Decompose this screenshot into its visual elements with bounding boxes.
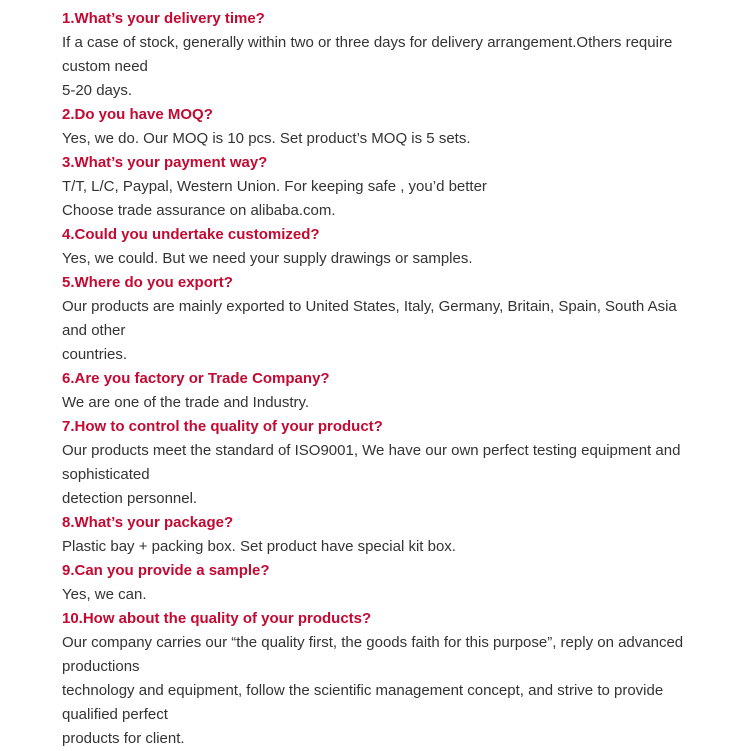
faq-item bbox=[62, 367, 705, 415]
faq-answer-line: countries. bbox=[62, 346, 128, 363]
faq-answer-line: Plastic bay + packing box. Set product have special kit box. bbox=[62, 538, 456, 555]
faq-item bbox=[62, 151, 705, 223]
faq-answer bbox=[62, 247, 705, 271]
faq-answer bbox=[62, 127, 705, 151]
faq-item bbox=[62, 511, 705, 559]
faq-answer-line: Yes, we could. But we need your supply drawings or samples. bbox=[62, 250, 473, 267]
faq-answer-line: products for client. bbox=[62, 730, 185, 747]
faq-answer bbox=[62, 31, 705, 103]
faq-answer-line: 5-20 days. bbox=[62, 82, 133, 99]
faq-answer-line: If a case of stock, generally within two or three days for delivery arrangement.Others require custom need bbox=[62, 34, 681, 75]
faq-item bbox=[62, 559, 705, 607]
faq-answer-line: Our products are mainly exported to United States, Italy, Germany, Britain, Spain, South Asia and other bbox=[62, 298, 681, 339]
faq-item bbox=[62, 271, 705, 367]
faq-item bbox=[62, 7, 705, 103]
faq-answer-line: detection personnel. bbox=[62, 490, 198, 507]
faq-answer-line: Choose trade assurance on alibaba.com. bbox=[62, 202, 336, 219]
faq-question: 5.Where do you export? bbox=[62, 274, 233, 291]
faq-question: 7.How to control the quality of your product? bbox=[62, 418, 383, 435]
faq-answer bbox=[62, 295, 705, 367]
faq-answer-line: technology and equipment, follow the scientific management concept, and strive to provide qualified perfect bbox=[62, 682, 668, 723]
faq-answer bbox=[62, 583, 705, 607]
faq-answer-line: Yes, we do. Our MOQ is 10 pcs. Set product’s MOQ is 5 sets. bbox=[62, 130, 471, 147]
faq-answer bbox=[62, 535, 705, 559]
faq-answer-line: We are one of the trade and Industry. bbox=[62, 394, 310, 411]
faq-answer bbox=[62, 391, 705, 415]
faq-question: 9.Can you provide a sample? bbox=[62, 562, 270, 579]
faq-question: 1.What’s your delivery time? bbox=[62, 10, 265, 27]
faq-answer-line: Our company carries our “the quality first, the goods faith for this purpose”, reply on advanced productions bbox=[62, 634, 688, 675]
faq-item bbox=[62, 223, 705, 271]
faq-item bbox=[62, 415, 705, 511]
faq-question: 8.What’s your package? bbox=[62, 514, 234, 531]
faq-answer bbox=[62, 439, 705, 511]
faq-question: 3.What’s your payment way? bbox=[62, 154, 268, 171]
faq-question: 6.Are you factory or Trade Company? bbox=[62, 370, 330, 387]
faq-answer bbox=[62, 631, 705, 751]
faq-answer-line: T/T, L/C, Paypal, Western Union. For keeping safe , you’d better bbox=[62, 178, 487, 195]
faq-answer-line: Yes, we can. bbox=[62, 586, 147, 603]
faq-question: 10.How about the quality of your products? bbox=[62, 610, 372, 627]
faq-answer bbox=[62, 175, 705, 223]
faq-question: 4.Could you undertake customized? bbox=[62, 226, 320, 243]
faq-question: 2.Do you have MOQ? bbox=[62, 106, 213, 123]
faq-item bbox=[62, 607, 705, 751]
faq-item bbox=[62, 103, 705, 151]
faq-answer-line: Our products meet the standard of ISO9001, We have our own perfect testing equipment and sophisticated bbox=[62, 442, 685, 483]
